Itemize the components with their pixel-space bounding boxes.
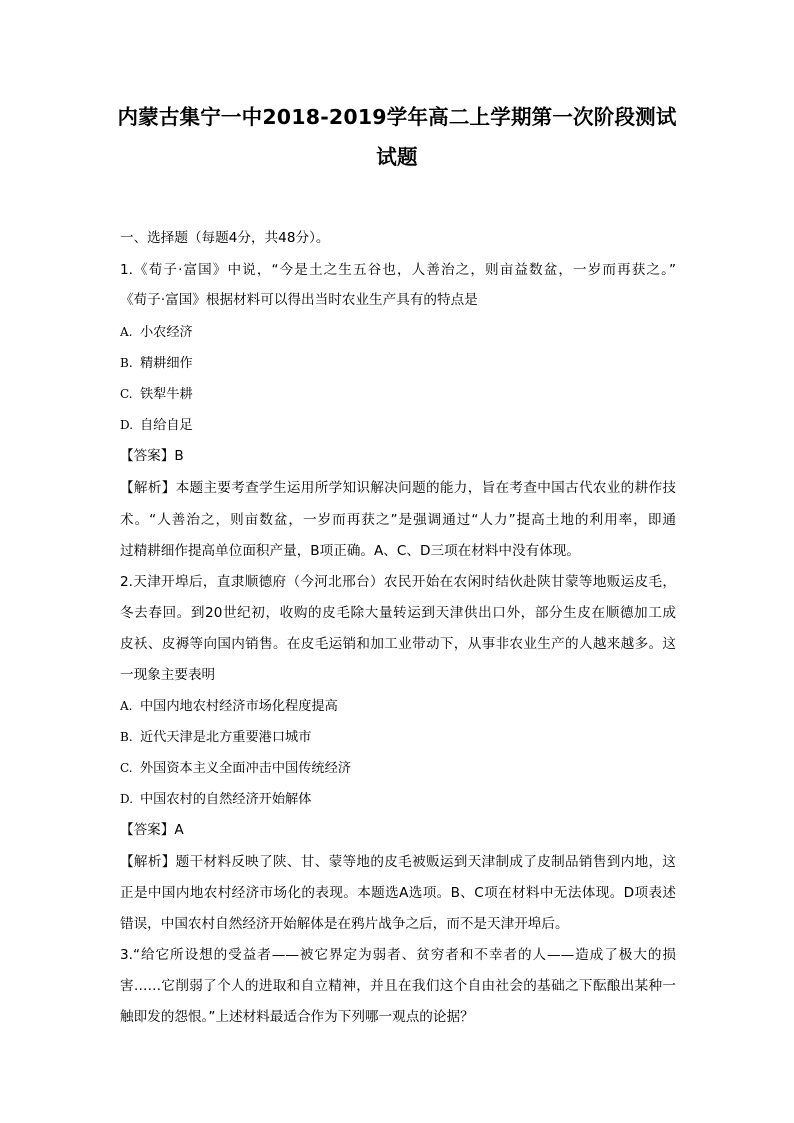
option-text: 小农经济 xyxy=(140,325,193,340)
question-2-analysis-end: 错误，中国农村自然经济开始解体是在鸦片战争之后，而不是天津开埠后。 xyxy=(120,916,569,932)
question-2-option-c xyxy=(120,758,351,779)
option-letter: A. xyxy=(120,325,133,339)
option-text: 近代天津是北方重要港口城市 xyxy=(140,730,312,745)
question-2-text-cont-2: 皮袄、皮褥等向国内销售。在皮毛运销和加工业带动下，从事非农业生产的人越来越多。这 xyxy=(120,636,676,652)
question-2-text-cont-1: 冬去春回。到20世纪初，收购的皮毛除大量转运到天津供出口外，部分生皮在顺德加工成 xyxy=(120,605,676,621)
page-title: 内蒙古集宁一中2018-2019学年高二上学期第一次阶段测试 xyxy=(117,105,677,129)
option-letter: B. xyxy=(120,730,133,744)
question-1-option-c xyxy=(120,384,193,405)
question-3-text: 3.“给它所设想的受益者——被它界定为弱者、贫穷者和不幸者的人——造成了极大的损 xyxy=(120,947,676,963)
option-text: 外国资本主义全面冲击中国传统经济 xyxy=(140,761,351,776)
question-2-option-b xyxy=(120,727,311,748)
question-1-analysis-cont: 术。“人善治之，则亩数盆，一岁而再获之”是强调通过“人力”提高土地的利用率，即通 xyxy=(120,512,676,528)
option-text: 铁犁牛耕 xyxy=(140,387,193,402)
question-3-text-cont: 害……它削弱了个人的进取和自立精神，并且在我们这个自由社会的基础之下酝酿出某种一 xyxy=(120,978,676,994)
question-2-analysis-cont: 正是中国内地农村经济市场化的表现。本题选A选项。B、C项在材料中无法体现。D项表述 xyxy=(120,885,676,901)
question-1-analysis-end: 过精耕细作提高单位面积产量，B项正确。A、C、D三项在材料中没有体现。 xyxy=(120,543,580,559)
section-heading: 一、选择题（每题4分，共48分）。 xyxy=(120,230,330,246)
question-1-text-cont: 《荀子·富国》根据材料可以得出当时农业生产具有的特点是 xyxy=(120,292,478,308)
question-2-analysis: 【解析】题干材料反映了陕、甘、蒙等地的皮毛被贩运到天津制成了皮制品销售到内地，这 xyxy=(120,854,676,870)
question-1-option-a xyxy=(120,322,193,343)
option-text: 自给自足 xyxy=(140,418,193,433)
option-letter: C. xyxy=(120,761,133,775)
option-letter: A. xyxy=(120,699,133,713)
option-letter: B. xyxy=(120,356,133,370)
question-2-option-d xyxy=(120,789,311,810)
question-2-text: 2.天津开埠后，直隶顺德府（今河北邢台）农民开始在农闲时结伙赴陕甘蒙等地贩运皮毛， xyxy=(120,574,676,590)
option-text: 精耕细作 xyxy=(140,356,193,371)
option-text: 中国内地农村经济市场化程度提高 xyxy=(140,699,338,714)
option-text: 中国农村的自然经济开始解体 xyxy=(140,792,312,807)
question-2-answer: 【答案】A xyxy=(120,822,184,838)
question-1-answer: 【答案】B xyxy=(120,448,184,464)
page-title-continued: 试题 xyxy=(376,145,418,169)
question-1-option-b xyxy=(120,353,193,374)
question-3-text-end: 触即发的怨恨。”上述材料最适合作为下列哪一观点的论据？ xyxy=(120,1009,474,1025)
option-letter: D. xyxy=(120,418,134,432)
question-2-option-a xyxy=(120,696,338,717)
question-1-analysis: 【解析】本题主要考查学生运用所学知识解决问题的能力，旨在考查中国古代农业的耕作技 xyxy=(120,480,676,496)
question-1-option-d xyxy=(120,415,193,436)
option-letter: D. xyxy=(120,792,134,806)
option-letter: C. xyxy=(120,387,133,401)
question-1-text: 1.《荀子·富国》中说，“今是土之生五谷也，人善治之，则亩益数盆，一岁而再获之。” xyxy=(120,262,676,278)
question-2-text-end: 一现象主要表明 xyxy=(120,667,216,683)
